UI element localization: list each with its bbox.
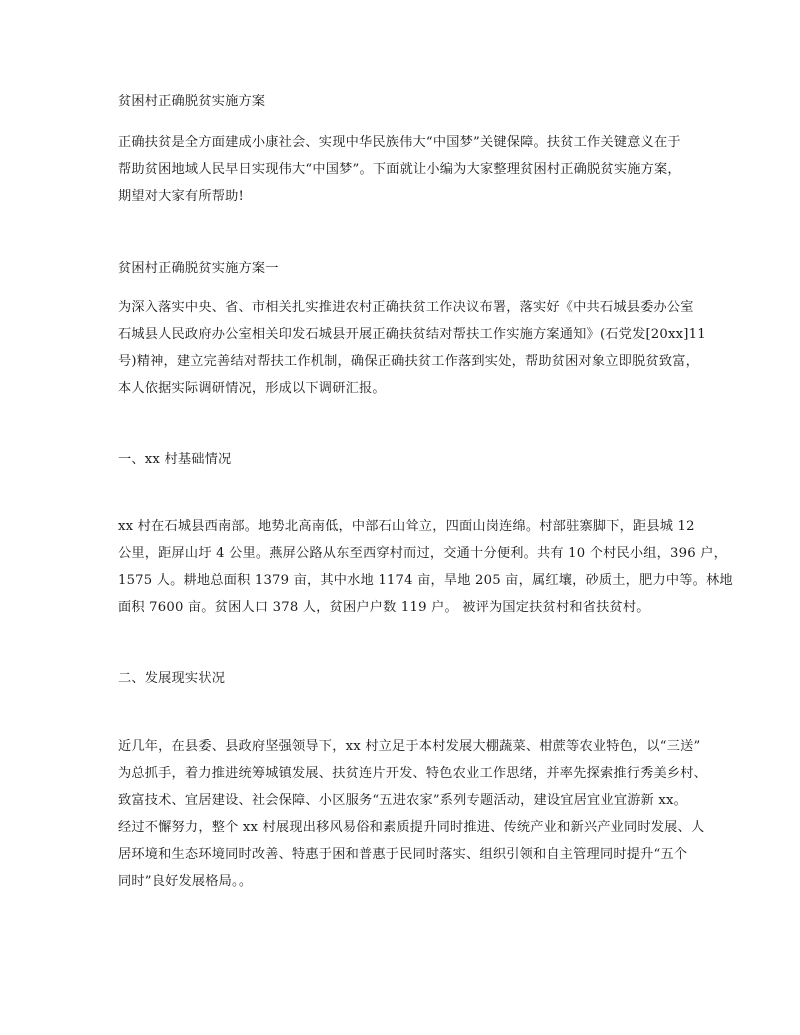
- para2-line-3: 1575 人。耕地总面积 1379 亩，其中水地 1174 亩，旱地 205 亩，属红壤，砂质土，肥力中等。林地: [118, 573, 733, 588]
- para3-line-4: 经过不懈努力，整个 xx 村展现出移风易俗和素质提升同时推进、传统产业和新兴产业同时发展、人: [118, 820, 705, 835]
- intro-line-2: 帮助贫困地域人民早日实现伟大“中国梦”。下面就让小编为大家整理贫困村正确脱贫实施方案，: [118, 162, 681, 177]
- para3-line-2: 为总抓手，着力推进统筹城镇发展、扶贫连片开发、特色农业工作思绪，并率先探索推行秀美乡村、: [118, 766, 708, 781]
- section-heading-1: 一、xx 村基础情况: [118, 452, 232, 467]
- para1-line-1: 为深入落实中央、省、市相关扎实推进农村正确扶贫工作决议布署，落实好《中共石城县委办公室: [118, 300, 694, 315]
- para3-line-1: 近几年，在县委、县政府坚强领导下，xx 村立足于本村发展大棚蔬菜、柑蔗等农业特色，以“三送”: [118, 739, 701, 754]
- intro-line-3: 期望对大家有所帮助!: [118, 189, 244, 204]
- para2-line-4: 面积 7600 亩。贫困人口 378 人，贫困户户数 119 户。 被评为国定扶贫村和省扶贫村。: [118, 600, 650, 615]
- document-title: 贫困村正确脱贫实施方案: [118, 94, 266, 109]
- para2-line-1: xx 村在石城县西南部。地势北高南低，中部石山耸立，四面山岗连绵。村部驻寨脚下，距县城 12: [118, 519, 695, 534]
- para2-line-2: 公里，距屏山圩 4 公里。燕屏公路从东至西穿村而过，交通十分便利。共有 10 个村民小组，396 户，: [118, 546, 727, 561]
- para1-line-2: 石城县人民政府办公室相关印发石城县开展正确扶贫结对帮扶工作实施方案通知》(石党发[20xx]11: [118, 327, 706, 342]
- intro-line-1: 正确扶贫是全方面建成小康社会、实现中华民族伟大“中国梦”关键保障。扶贫工作关键意义在于: [118, 135, 681, 150]
- para3-line-6: 同时”良好发展格局。。: [118, 874, 253, 889]
- para1-line-4: 本人依据实际调研情况，形成以下调研汇报。: [118, 381, 386, 396]
- para3-line-3: 致富技术、宜居建设、社会保障、小区服务“五进农家”系列专题活动，建设宜居宜业宜游新 xx。: [118, 793, 688, 808]
- para3-line-5: 居环境和生态环境同时改善、特惠于困和普惠于民同时落实、组织引领和自主管理同时提升“五个: [118, 847, 688, 862]
- section-heading-2: 二、发展现实状况: [118, 671, 226, 686]
- subtitle: 贫困村正确脱贫实施方案一: [118, 261, 279, 276]
- para1-line-3: 号)精神，建立完善结对帮扶工作机制，确保正确扶贫工作落到实处，帮助贫困对象立即脱贫致富，: [118, 354, 700, 369]
